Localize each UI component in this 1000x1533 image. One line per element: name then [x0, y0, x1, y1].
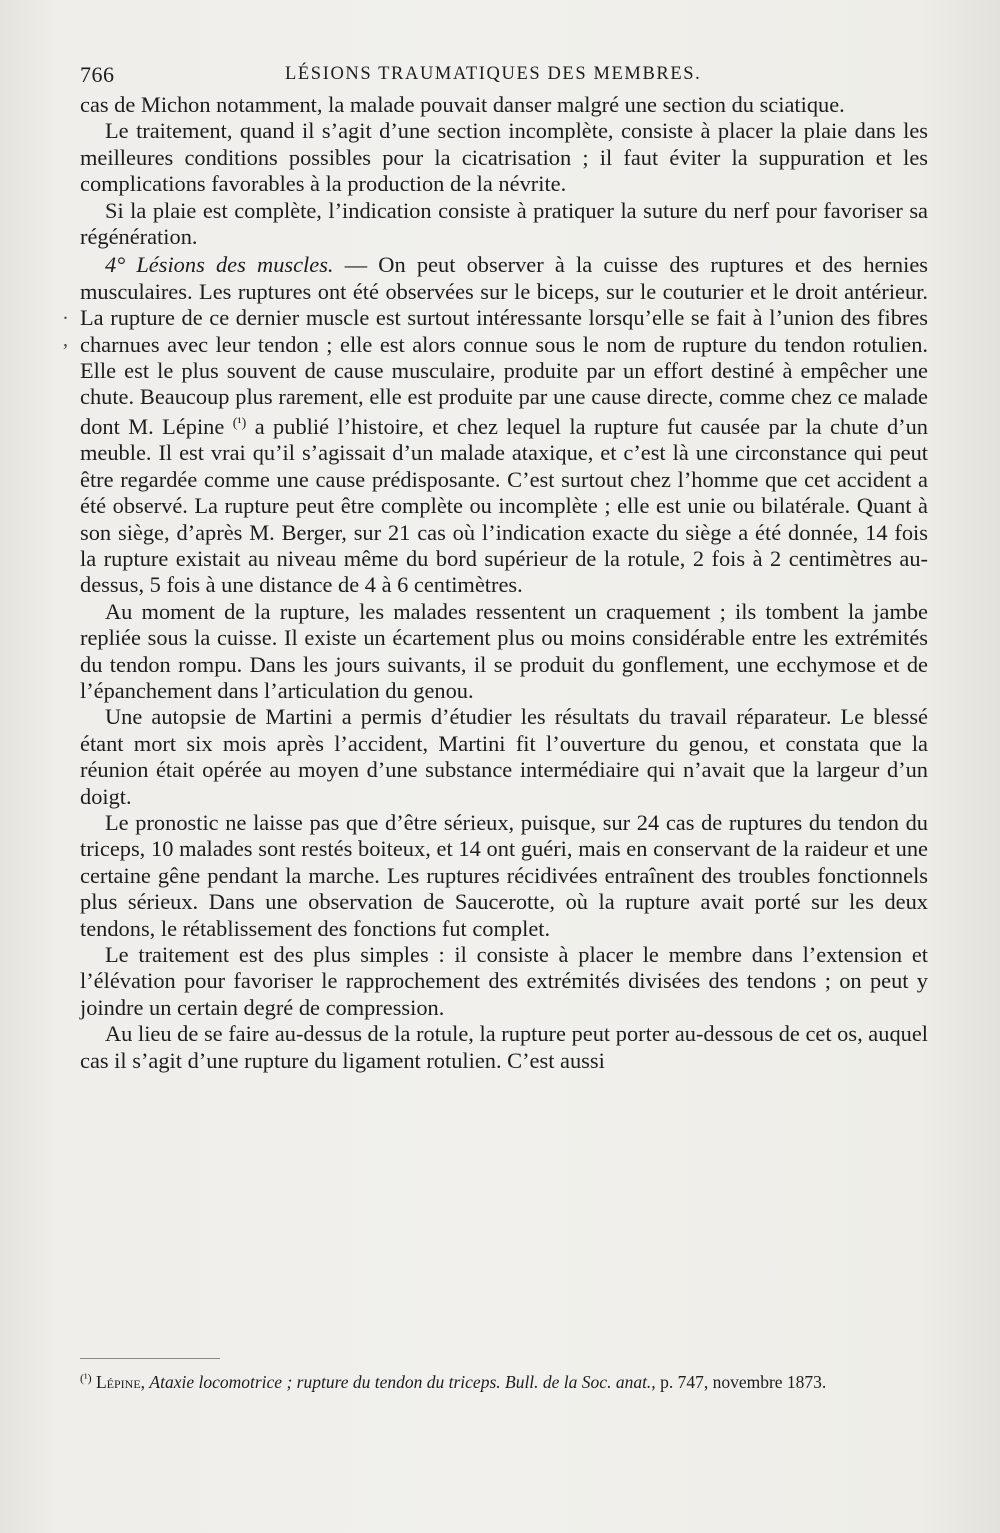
paragraph: Le pronostic ne laisse pas que d’être sérieux, puisque, sur 24 cas de ruptures du tendon du triceps, 10 malades sont restés boiteux, et 14 ont guéri, mais en conservant de la raideur et une certaine gêne pendant la marche. Les ruptures récidivées entraînent des troubles fonctionnels plus sérieux. Dans une observation de Saucerotte, où la rupture avait porté sur les deux tendons, le rétablissement des fonctions fut complet. [80, 809, 928, 941]
footnote-reference-details: p. 747, novembre 1873. [660, 1372, 827, 1392]
margin-mark: , [63, 329, 68, 351]
section-lesions-muscles [80, 252, 928, 598]
footnote-author: Lépine, [95, 1372, 146, 1392]
paragraph-text: — On peut observer à la cuisse des ruptures et des hernies musculaires. Les ruptures ont été observées sur le biceps, sur le couturier et le droit antérieur. La rupture de ce dernier muscle est surtout intéressante lorsqu’elle se fait à l’union des fibres charnues avec leur tendon ; elle est alors connue sous le nom de rupture du tendon rotulien. Elle est le plus souvent de cause musculaire, produite par un effort destiné à empêcher une chute. Beaucoup plus rarement, elle est produite par une cause directe, comme chez ce malade dont M. Lépine [80, 252, 928, 439]
footnote-reference: (¹) [232, 415, 247, 431]
page-header [80, 62, 928, 92]
paragraph: Une autopsie de Martini a permis d’étudier les résultats du travail réparateur. Le blessé étant mort six mois après l’accident, Martini fit l’ouverture du genou, et constata que la réunion était opérée au moyen d’une substance intermédiaire qui n’avait que la largeur d’un doigt. [80, 704, 928, 809]
footnote-title: Ataxie locomotrice ; rupture du tendon du triceps. Bull. de la Soc. anat., [149, 1372, 656, 1392]
paragraph: Au moment de la rupture, les malades ressentent un craquement ; ils tombent la jambe repliée sous la cuisse. Il existe un écartement plus ou moins considérable entre les extrémités du tendon rompu. Dans les jours suivants, il se produit du gonflement, une ecchymose et de l’épanchement dans l’articulation du genou. [80, 598, 928, 703]
body-text [80, 92, 928, 1074]
paragraph: cas de Michon notamment, la malade pouvait danser malgré une section du sciatique. [80, 92, 845, 117]
paragraph: Si la plaie est complète, l’indication consiste à pratiquer la suture du nerf pour favoriser sa régénération. [80, 197, 928, 250]
paragraph: Le traitement est des plus simples : il consiste à placer le membre dans l’extension et l’élévation pour favoriser le rapprochement des extrémités divisées des tendons ; on peut y joindre un certain degré de compression. [80, 942, 928, 1020]
footnote-number: (¹) [80, 1371, 92, 1385]
running-head: LÉSIONS TRAUMATIQUES DES MEMBRES. [285, 64, 702, 84]
paragraph: Au lieu de se faire au-dessus de la rotule, la rupture peut porter au-dessous de cet os, auquel cas il s’agit d’une rupture du ligament rotulien. C’est aussi [80, 1021, 928, 1073]
margin-mark: . [63, 302, 68, 324]
section-title: 4° Lésions des muscles. [105, 252, 334, 278]
footnote [80, 1367, 928, 1394]
footnote-divider [80, 1358, 220, 1359]
paragraph-text: a publié l’histoire, et chez lequel la rupture fut causée par la chute d’un meuble. Il est vrai qu’il s’agissait d’un malade ataxique, et c’est là une circonstance qui peut être regardée comme une cause prédisposante. C’est surtout chez l’homme que cet accident a été observé. La rupture peut être complète ou incomplète ; elle est unie ou bilatérale. Quant à son siège, d’après M. Berger, sur 21 cas où l’indication exacte du siège a été donnée, 14 fois la rupture existait au niveau même du bord supérieur de la rotule, 2 fois à 2 centimètres au-dessus, 5 fois à une distance de 4 à 6 centimètres. [80, 413, 928, 598]
paragraph: Le traitement, quand il s’agit d’une section incomplète, consiste à placer la plaie dans les meilleures conditions possibles pour la cicatrisation ; il faut éviter la suppuration et les complications favorables à la production de la névrite. [80, 118, 928, 197]
page-number: 766 [80, 62, 115, 87]
